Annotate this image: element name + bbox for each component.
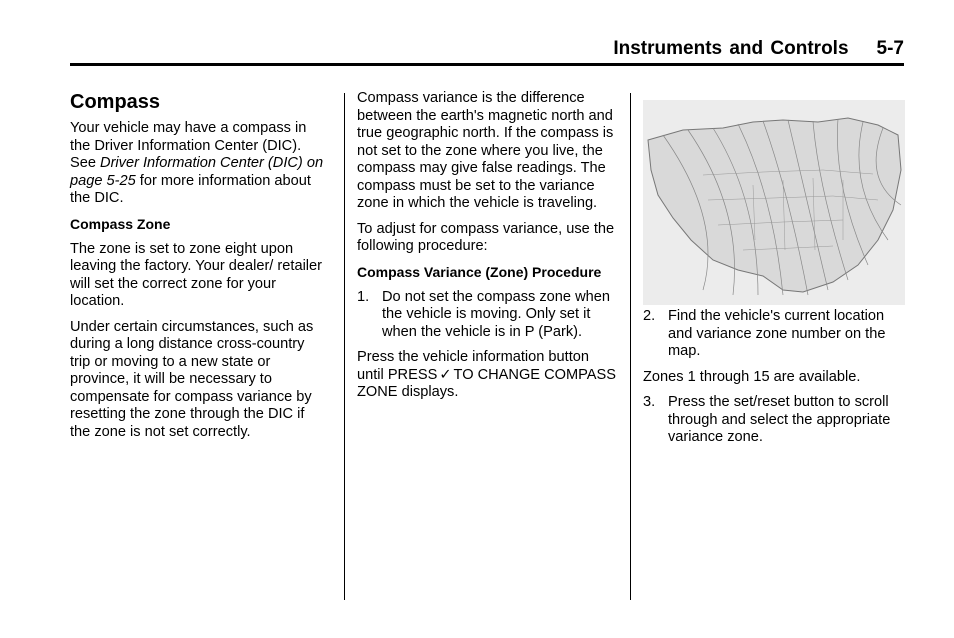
procedure-step-3 bbox=[643, 394, 905, 447]
north-america-map-image bbox=[643, 100, 905, 305]
column-divider-1 bbox=[344, 93, 345, 600]
compass-zone-paragraph-2: Under certain circumstances, such as during a long distance cross-country trip or moving to a new state or province, it will be necessary to compensate for compass variance by resetting the zone through the DIC if the zone is not set correctly. bbox=[70, 318, 314, 440]
compass-zone-heading: Compass Zone bbox=[70, 215, 171, 232]
step-detail-text: Press the vehicle information button until PRESS bbox=[357, 349, 590, 383]
procedure-step-1-detail bbox=[357, 349, 619, 402]
adjust-paragraph: To adjust for compass variance, use the following procedure: bbox=[357, 220, 615, 254]
step-number: 3. bbox=[643, 394, 656, 410]
dic-reference-link[interactable]: Driver Information Center (DIC) on page 5-25 bbox=[70, 155, 324, 189]
variance-zone-map bbox=[643, 100, 905, 305]
header-title bbox=[613, 38, 904, 60]
step-text: Find the vehicle's current location and variance zone number on the map. bbox=[668, 308, 886, 359]
procedure-step-2 bbox=[643, 308, 905, 361]
page-header bbox=[70, 38, 904, 64]
column-divider-2 bbox=[630, 93, 631, 600]
column-1 bbox=[70, 90, 326, 449]
step-number: 1. bbox=[357, 288, 370, 305]
step-number: 2. bbox=[643, 308, 656, 324]
procedure-step-2-detail: Zones 1 through 15 are available. bbox=[643, 368, 861, 385]
step-detail-text-end: TO CHANGE COMPASS ZONE displays. bbox=[357, 366, 616, 400]
header-rule bbox=[70, 63, 904, 66]
procedure-heading: Compass Variance (Zone) Procedure bbox=[357, 263, 602, 280]
checkmark-icon: ✓ bbox=[439, 366, 452, 383]
intro-text-end: for more information about the DIC. bbox=[70, 172, 311, 206]
column-2 bbox=[357, 90, 619, 410]
section-title: Instruments and Controls bbox=[613, 38, 849, 59]
page-number: 5-7 bbox=[876, 38, 904, 59]
step-text: Do not set the compass zone when the vehicle is moving. Only set it when the vehicle is in P (Park). bbox=[382, 288, 610, 340]
intro-text: Your vehicle may have a compass in the Driver Information Center (DIC). See bbox=[70, 120, 307, 171]
procedure-step-1 bbox=[357, 289, 619, 342]
variance-paragraph: Compass variance is the difference between the earth's magnetic north and true geographic north. If the compass is not set to the zone where you live, the compass may give false readings. The compass must be set to the variance zone in which the vehicle is traveling. bbox=[357, 90, 614, 211]
compass-intro bbox=[70, 120, 326, 208]
column-3 bbox=[643, 308, 905, 455]
compass-zone-paragraph-1: The zone is set to zone eight upon leaving the factory. Your dealer/ retailer will set the correct zone for your location. bbox=[70, 240, 323, 309]
compass-title: Compass bbox=[70, 91, 161, 113]
step-text: Press the set/reset button to scroll through and select the appropriate variance zone. bbox=[668, 394, 891, 445]
